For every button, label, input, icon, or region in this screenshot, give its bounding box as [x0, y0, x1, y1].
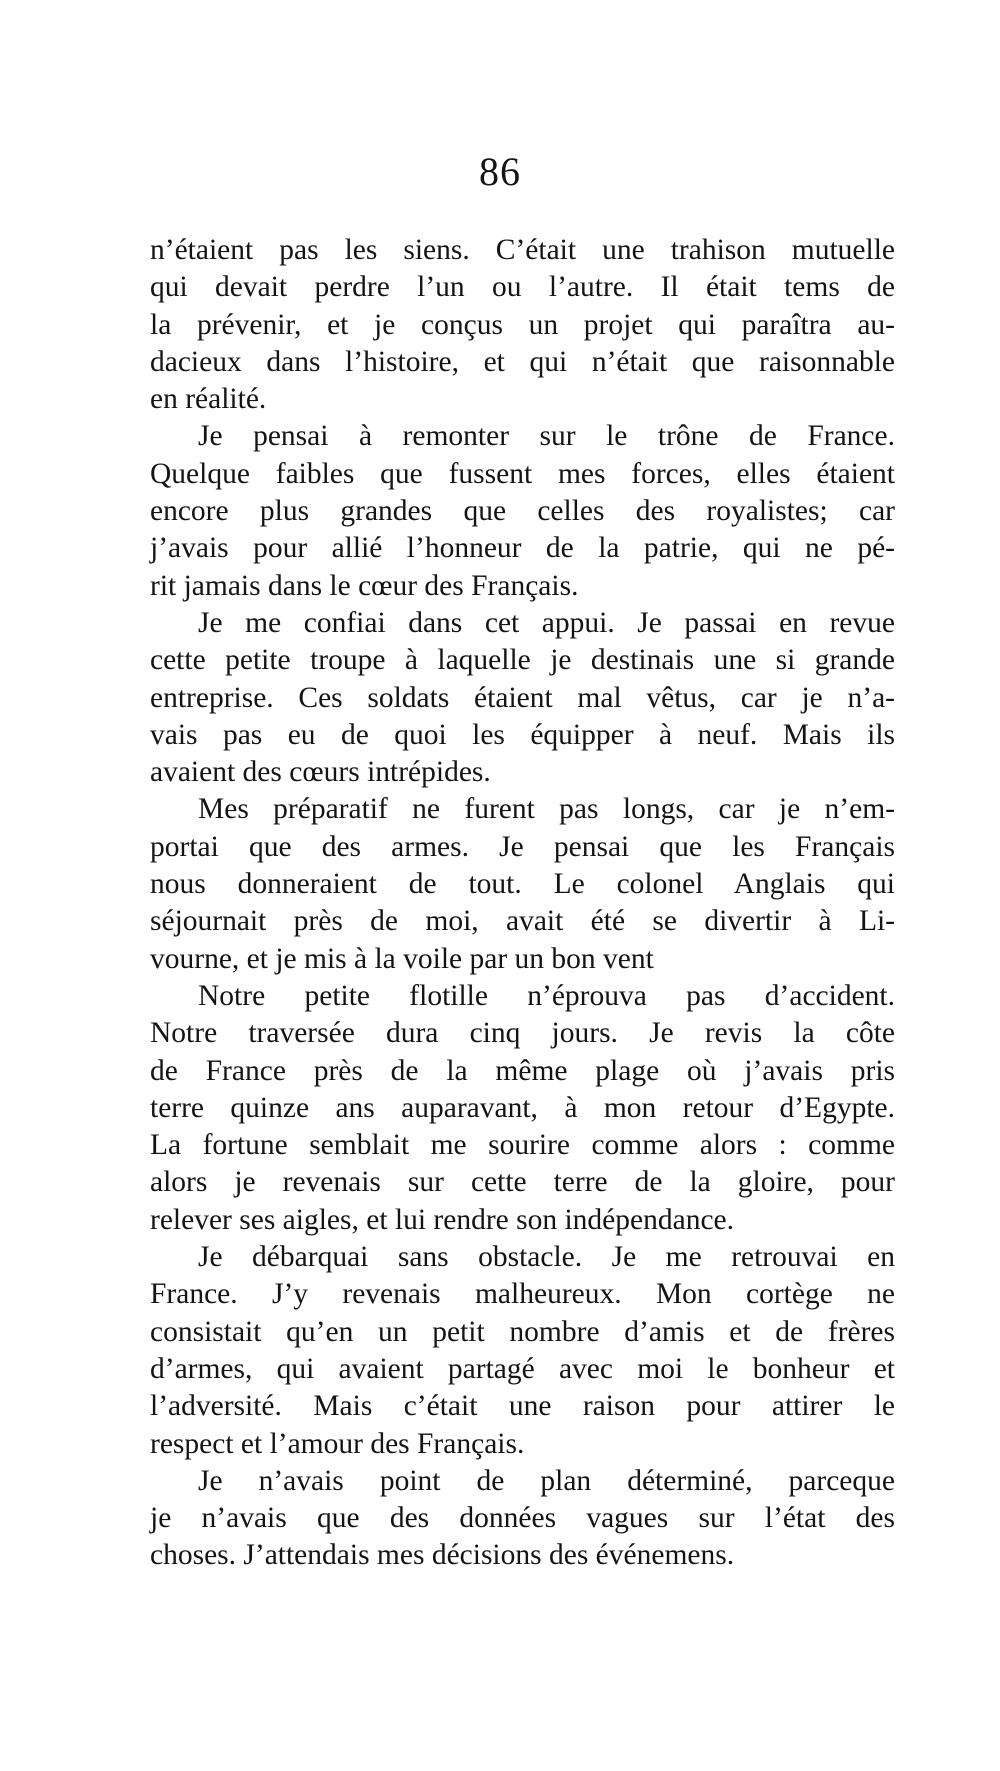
text-line: respect et l’amour des Français.	[150, 1427, 525, 1460]
text-line: terre quinze ans auparavant, à mon retour d’Egypte.	[150, 1091, 895, 1124]
text-line: qui devait perdre l’un ou l’autre. Il était tems de	[150, 271, 895, 304]
text-line: n’étaient pas les siens. C’était une trahison mutuelle	[150, 234, 895, 266]
paragraph	[150, 1239, 895, 1463]
text-line: encore plus grandes que celles des royalistes; car	[150, 495, 895, 528]
text-line: Notre traversée dura cinq jours. Je revis la côte	[150, 1017, 895, 1050]
text-line: nous donneraient de tout. Le colonel Anglais qui	[150, 868, 895, 901]
text-line: cette petite troupe à laquelle je destinais une si grande	[150, 644, 895, 677]
text-line: entreprise. Ces soldats étaient mal vêtus, car je n’a-	[150, 681, 895, 714]
text-line: choses. J’attendais mes décisions des événemens.	[150, 1539, 735, 1572]
text-line: Mes préparatif ne furent pas longs, car je n’em-	[198, 793, 895, 826]
text-line: dacieux dans l’histoire, et qui n’était que raisonnable	[150, 345, 895, 378]
paragraph	[150, 418, 895, 604]
text-line: l’adversité. Mais c’était une raison pour attirer le	[150, 1390, 895, 1423]
text-line: Je pensai à remonter sur le trône de France.	[198, 420, 895, 453]
text-line: de France près de la même plage où j’avais pris	[150, 1054, 895, 1087]
text-line: séjournait près de moi, avait été se divertir à Li-	[150, 905, 895, 938]
text-line: vourne, et je mis à la voile par un bon vent	[150, 942, 654, 975]
paragraph	[150, 232, 895, 418]
text-line: en réalité.	[150, 383, 267, 416]
text-line: relever ses aigles, et lui rendre son indépendance.	[150, 1203, 735, 1236]
paragraph	[150, 1463, 895, 1575]
text-line: Notre petite flotille n’éprouva pas d’accident.	[198, 979, 895, 1012]
text-line: La fortune semblait me sourire comme alors : comme	[150, 1129, 895, 1162]
text-line: la prévenir, et je conçus un projet qui paraîtra au-	[150, 308, 895, 341]
text-line: alors je revenais sur cette terre de la gloire, pour	[150, 1166, 895, 1199]
text-line: portai que des armes. Je pensai que les Français	[150, 830, 895, 863]
text-line: j’avais pour allié l’honneur de la patrie, qui ne pé-	[150, 532, 895, 565]
text-line: consistait qu’en un petit nombre d’amis et de frères	[150, 1315, 895, 1348]
text-line: Quelque faibles que fussent mes forces, elles étaient	[150, 457, 895, 490]
text-line: France. J’y revenais malheureux. Mon cortège ne	[150, 1278, 895, 1311]
paragraph	[150, 978, 895, 1239]
text-line: d’armes, qui avaient partagé avec moi le bonheur et	[150, 1352, 895, 1385]
text-line: je n’avais que des données vagues sur l’état des	[150, 1502, 895, 1535]
text-line: Je débarquai sans obstacle. Je me retrouvai en	[198, 1241, 895, 1274]
text-line: avaient des cœurs intrépides.	[150, 756, 491, 789]
text-line: vais pas eu de quoi les équipper à neuf. Mais ils	[150, 718, 895, 751]
paragraph	[150, 605, 895, 791]
text-line: rit jamais dans le cœur des Français.	[150, 569, 579, 602]
body-text	[150, 232, 895, 1575]
text-line: Je n’avais point de plan déterminé, parceque	[198, 1464, 895, 1497]
page-number: 86	[479, 149, 521, 194]
text-line: Je me confiai dans cet appui. Je passai en revue	[198, 606, 895, 639]
paragraph	[150, 791, 895, 977]
